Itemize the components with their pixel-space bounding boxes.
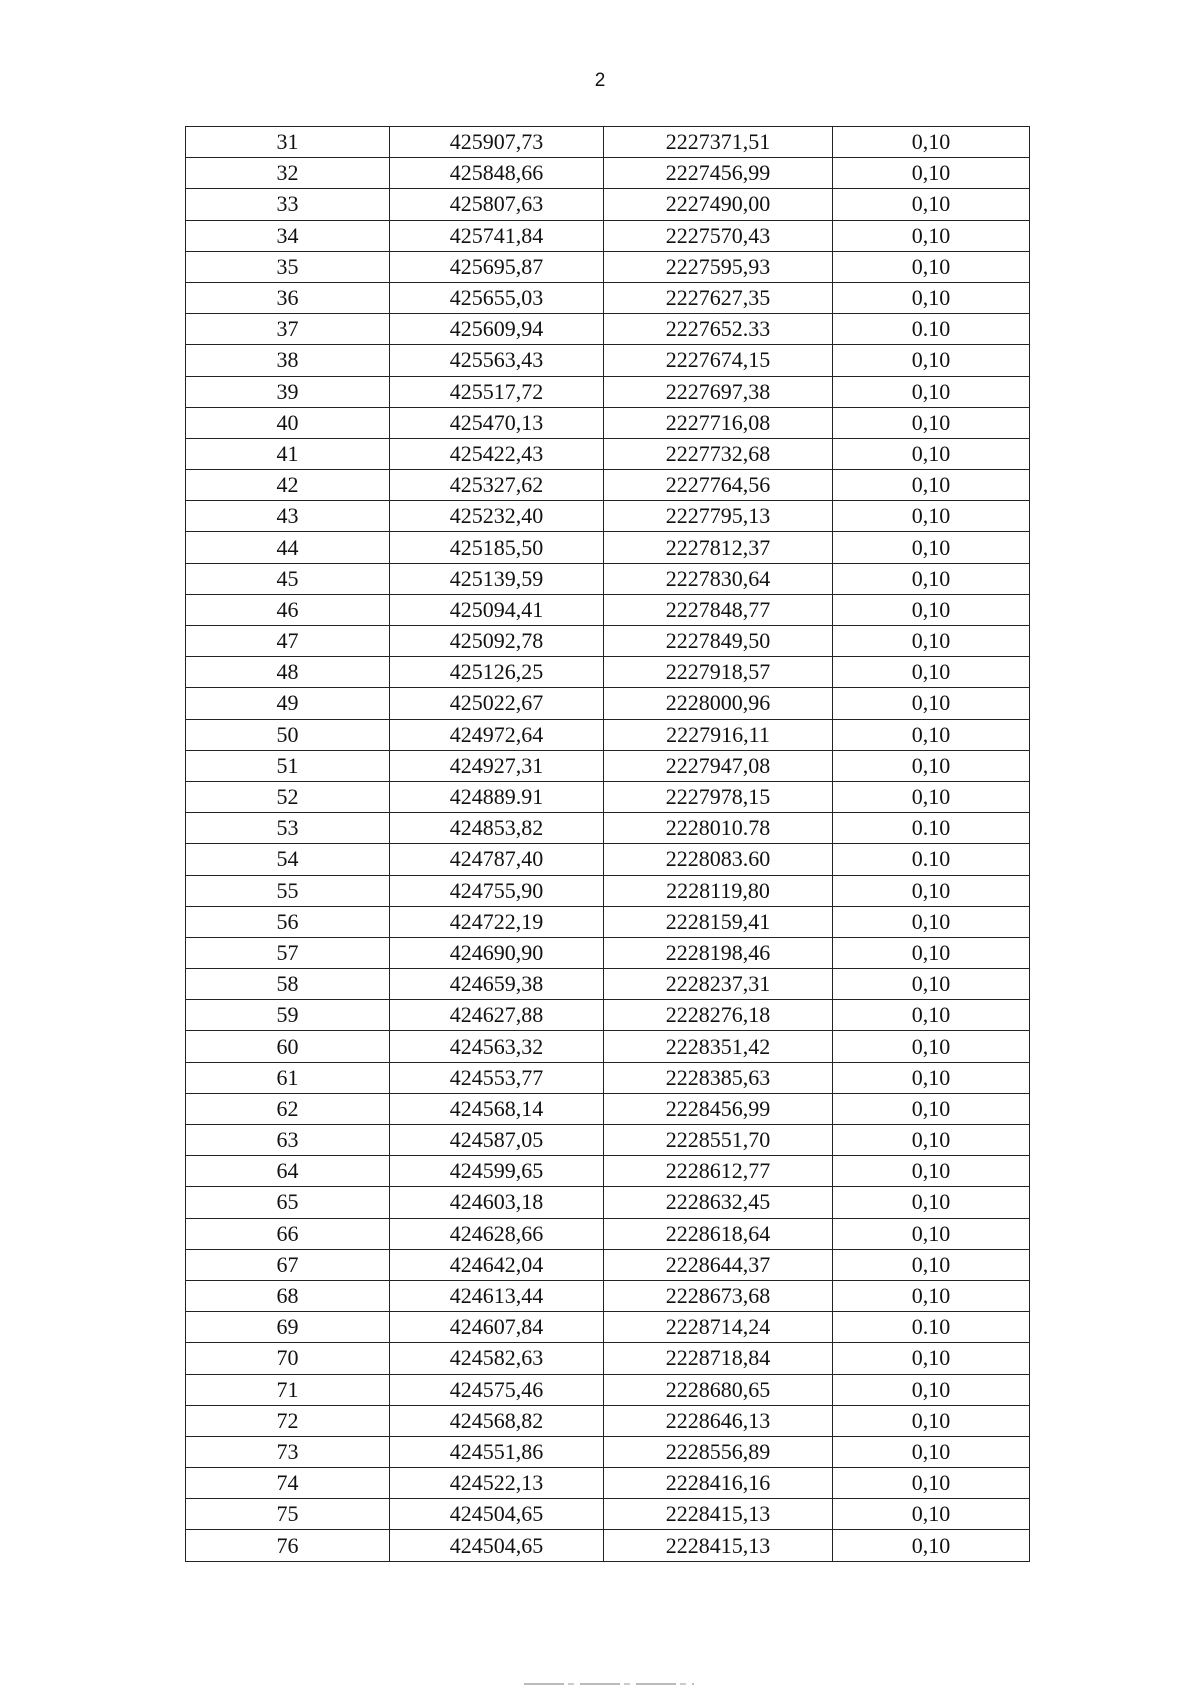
x-coordinate-cell: 424551,86 [390, 1436, 604, 1467]
table-row [186, 251, 1030, 282]
y-coordinate-cell: 2228718,84 [604, 1343, 833, 1374]
table-row [186, 781, 1030, 812]
x-coordinate-cell: 424553,77 [390, 1062, 604, 1093]
x-coordinate-cell: 424582,63 [390, 1343, 604, 1374]
value-cell: 0,10 [833, 969, 1030, 1000]
table-row [186, 1374, 1030, 1405]
x-coordinate-cell: 425185,50 [390, 532, 604, 563]
x-coordinate-cell: 424972,64 [390, 719, 604, 750]
coordinates-table [185, 126, 1030, 1562]
value-cell: 0,10 [833, 220, 1030, 251]
table-row [186, 158, 1030, 189]
y-coordinate-cell: 2227978,15 [604, 781, 833, 812]
value-cell: 0,10 [833, 1249, 1030, 1280]
table-row [186, 1062, 1030, 1093]
value-cell: 0,10 [833, 594, 1030, 625]
point-number-cell: 52 [186, 781, 390, 812]
value-cell: 0,10 [833, 1530, 1030, 1561]
table-row [186, 937, 1030, 968]
x-coordinate-cell: 425655,03 [390, 282, 604, 313]
y-coordinate-cell: 2228237,31 [604, 969, 833, 1000]
value-cell: 0,10 [833, 1436, 1030, 1467]
x-coordinate-cell: 424627,88 [390, 1000, 604, 1031]
value-cell: 0.10 [833, 844, 1030, 875]
table-row [186, 1156, 1030, 1187]
x-coordinate-cell: 424659,38 [390, 969, 604, 1000]
y-coordinate-cell: 2227830,64 [604, 563, 833, 594]
value-cell: 0,10 [833, 1156, 1030, 1187]
x-coordinate-cell: 424853,82 [390, 813, 604, 844]
x-coordinate-cell: 424522,13 [390, 1468, 604, 1499]
y-coordinate-cell: 2227795,13 [604, 501, 833, 532]
table-row [186, 470, 1030, 501]
x-coordinate-cell: 424575,46 [390, 1374, 604, 1405]
table-row [186, 407, 1030, 438]
table-row [186, 906, 1030, 937]
y-coordinate-cell: 2227490,00 [604, 189, 833, 220]
x-coordinate-cell: 425094,41 [390, 594, 604, 625]
point-number-cell: 39 [186, 376, 390, 407]
x-coordinate-cell: 425092,78 [390, 626, 604, 657]
point-number-cell: 73 [186, 1436, 390, 1467]
x-coordinate-cell: 424587,05 [390, 1125, 604, 1156]
x-coordinate-cell: 425741,84 [390, 220, 604, 251]
value-cell: 0,10 [833, 345, 1030, 376]
point-number-cell: 49 [186, 688, 390, 719]
x-coordinate-cell: 424642,04 [390, 1249, 604, 1280]
value-cell: 0,10 [833, 1218, 1030, 1249]
value-cell: 0,10 [833, 1280, 1030, 1311]
point-number-cell: 50 [186, 719, 390, 750]
table-row [186, 1499, 1030, 1530]
table-row [186, 1530, 1030, 1561]
point-number-cell: 59 [186, 1000, 390, 1031]
y-coordinate-cell: 2228351,42 [604, 1031, 833, 1062]
value-cell: 0,10 [833, 532, 1030, 563]
y-coordinate-cell: 2228632,45 [604, 1187, 833, 1218]
x-coordinate-cell: 424787,40 [390, 844, 604, 875]
y-coordinate-cell: 2228673,68 [604, 1280, 833, 1311]
y-coordinate-cell: 2228714,24 [604, 1312, 833, 1343]
value-cell: 0,10 [833, 407, 1030, 438]
y-coordinate-cell: 2227849,50 [604, 626, 833, 657]
point-number-cell: 32 [186, 158, 390, 189]
point-number-cell: 68 [186, 1280, 390, 1311]
point-number-cell: 46 [186, 594, 390, 625]
table-row [186, 1436, 1030, 1467]
value-cell: 0,10 [833, 189, 1030, 220]
x-coordinate-cell: 425232,40 [390, 501, 604, 532]
x-coordinate-cell: 424613,44 [390, 1280, 604, 1311]
point-number-cell: 75 [186, 1499, 390, 1530]
x-coordinate-cell: 425517,72 [390, 376, 604, 407]
table-row [186, 844, 1030, 875]
table-row [186, 875, 1030, 906]
y-coordinate-cell: 2228415,13 [604, 1530, 833, 1561]
page-number: 2 [594, 70, 606, 91]
y-coordinate-cell: 2227456,99 [604, 158, 833, 189]
x-coordinate-cell: 425126,25 [390, 657, 604, 688]
point-number-cell: 37 [186, 314, 390, 345]
value-cell: 0,10 [833, 1000, 1030, 1031]
x-coordinate-cell: 424563,32 [390, 1031, 604, 1062]
x-coordinate-cell: 424607,84 [390, 1312, 604, 1343]
table-row [186, 220, 1030, 251]
y-coordinate-cell: 2228000,96 [604, 688, 833, 719]
table-row [186, 563, 1030, 594]
table-row [186, 438, 1030, 469]
point-number-cell: 53 [186, 813, 390, 844]
value-cell: 0,10 [833, 719, 1030, 750]
table-row [186, 594, 1030, 625]
x-coordinate-cell: 425563,43 [390, 345, 604, 376]
value-cell: 0,10 [833, 750, 1030, 781]
y-coordinate-cell: 2228276,18 [604, 1000, 833, 1031]
table-row [186, 1343, 1030, 1374]
y-coordinate-cell: 2227732,68 [604, 438, 833, 469]
y-coordinate-cell: 2227947,08 [604, 750, 833, 781]
x-coordinate-cell: 424628,66 [390, 1218, 604, 1249]
x-coordinate-cell: 425807,63 [390, 189, 604, 220]
point-number-cell: 36 [186, 282, 390, 313]
y-coordinate-cell: 2228010.78 [604, 813, 833, 844]
point-number-cell: 42 [186, 470, 390, 501]
point-number-cell: 41 [186, 438, 390, 469]
value-cell: 0,10 [833, 376, 1030, 407]
value-cell: 0,10 [833, 501, 1030, 532]
table-row [186, 1468, 1030, 1499]
point-number-cell: 63 [186, 1125, 390, 1156]
point-number-cell: 40 [186, 407, 390, 438]
value-cell: 0,10 [833, 127, 1030, 158]
table-row [186, 1280, 1030, 1311]
y-coordinate-cell: 2228646,13 [604, 1405, 833, 1436]
value-cell: 0.10 [833, 314, 1030, 345]
x-coordinate-cell: 424599,65 [390, 1156, 604, 1187]
y-coordinate-cell: 2228416,16 [604, 1468, 833, 1499]
point-number-cell: 71 [186, 1374, 390, 1405]
x-coordinate-cell: 425470,13 [390, 407, 604, 438]
x-coordinate-cell: 425609,94 [390, 314, 604, 345]
point-number-cell: 56 [186, 906, 390, 937]
x-coordinate-cell: 424504,65 [390, 1530, 604, 1561]
point-number-cell: 70 [186, 1343, 390, 1374]
x-coordinate-cell: 425327,62 [390, 470, 604, 501]
table-row [186, 532, 1030, 563]
x-coordinate-cell: 424755,90 [390, 875, 604, 906]
y-coordinate-cell: 2227570,43 [604, 220, 833, 251]
x-coordinate-cell: 424690,90 [390, 937, 604, 968]
x-coordinate-cell: 424927,31 [390, 750, 604, 781]
table-row [186, 688, 1030, 719]
y-coordinate-cell: 2227595,93 [604, 251, 833, 282]
point-number-cell: 57 [186, 937, 390, 968]
coordinates-table-body [186, 127, 1030, 1562]
point-number-cell: 48 [186, 657, 390, 688]
y-coordinate-cell: 2228119,80 [604, 875, 833, 906]
y-coordinate-cell: 2227697,38 [604, 376, 833, 407]
point-number-cell: 58 [186, 969, 390, 1000]
table-row [186, 314, 1030, 345]
value-cell: 0,10 [833, 470, 1030, 501]
y-coordinate-cell: 2227371,51 [604, 127, 833, 158]
table-row [186, 501, 1030, 532]
x-coordinate-cell: 425422,43 [390, 438, 604, 469]
point-number-cell: 55 [186, 875, 390, 906]
x-coordinate-cell: 424568,82 [390, 1405, 604, 1436]
value-cell: 0,10 [833, 1093, 1030, 1124]
point-number-cell: 69 [186, 1312, 390, 1343]
value-cell: 0,10 [833, 1031, 1030, 1062]
y-coordinate-cell: 2228456,99 [604, 1093, 833, 1124]
point-number-cell: 43 [186, 501, 390, 532]
value-cell: 0,10 [833, 158, 1030, 189]
y-coordinate-cell: 2227764,56 [604, 470, 833, 501]
y-coordinate-cell: 2228556,89 [604, 1436, 833, 1467]
table-row [186, 1187, 1030, 1218]
value-cell: 0,10 [833, 1499, 1030, 1530]
value-cell: 0,10 [833, 1343, 1030, 1374]
y-coordinate-cell: 2227716,08 [604, 407, 833, 438]
value-cell: 0,10 [833, 626, 1030, 657]
point-number-cell: 54 [186, 844, 390, 875]
footer-scan-mark [524, 1683, 694, 1685]
point-number-cell: 35 [186, 251, 390, 282]
y-coordinate-cell: 2227627,35 [604, 282, 833, 313]
y-coordinate-cell: 2227848,77 [604, 594, 833, 625]
x-coordinate-cell: 425022,67 [390, 688, 604, 719]
value-cell: 0,10 [833, 906, 1030, 937]
point-number-cell: 72 [186, 1405, 390, 1436]
point-number-cell: 65 [186, 1187, 390, 1218]
x-coordinate-cell: 425139,59 [390, 563, 604, 594]
value-cell: 0,10 [833, 1374, 1030, 1405]
x-coordinate-cell: 424568,14 [390, 1093, 604, 1124]
table-row [186, 657, 1030, 688]
y-coordinate-cell: 2228612,77 [604, 1156, 833, 1187]
y-coordinate-cell: 2228385,63 [604, 1062, 833, 1093]
y-coordinate-cell: 2227918,57 [604, 657, 833, 688]
table-row [186, 1312, 1030, 1343]
table-row [186, 969, 1030, 1000]
value-cell: 0,10 [833, 1125, 1030, 1156]
point-number-cell: 64 [186, 1156, 390, 1187]
point-number-cell: 60 [186, 1031, 390, 1062]
point-number-cell: 74 [186, 1468, 390, 1499]
value-cell: 0,10 [833, 937, 1030, 968]
y-coordinate-cell: 2228159,41 [604, 906, 833, 937]
value-cell: 0,10 [833, 1062, 1030, 1093]
value-cell: 0.10 [833, 813, 1030, 844]
value-cell: 0.10 [833, 1312, 1030, 1343]
table-row [186, 719, 1030, 750]
point-number-cell: 51 [186, 750, 390, 781]
y-coordinate-cell: 2227812,37 [604, 532, 833, 563]
point-number-cell: 34 [186, 220, 390, 251]
x-coordinate-cell: 425695,87 [390, 251, 604, 282]
point-number-cell: 76 [186, 1530, 390, 1561]
y-coordinate-cell: 2228644,37 [604, 1249, 833, 1280]
x-coordinate-cell: 424504,65 [390, 1499, 604, 1530]
value-cell: 0,10 [833, 781, 1030, 812]
x-coordinate-cell: 424603,18 [390, 1187, 604, 1218]
x-coordinate-cell: 425907,73 [390, 127, 604, 158]
table-row [186, 1249, 1030, 1280]
y-coordinate-cell: 2227916,11 [604, 719, 833, 750]
value-cell: 0,10 [833, 657, 1030, 688]
point-number-cell: 47 [186, 626, 390, 657]
value-cell: 0,10 [833, 282, 1030, 313]
point-number-cell: 66 [186, 1218, 390, 1249]
point-number-cell: 31 [186, 127, 390, 158]
table-row [186, 282, 1030, 313]
table-row [186, 127, 1030, 158]
y-coordinate-cell: 2227652.33 [604, 314, 833, 345]
y-coordinate-cell: 2228680,65 [604, 1374, 833, 1405]
table-row [186, 750, 1030, 781]
value-cell: 0,10 [833, 1468, 1030, 1499]
value-cell: 0,10 [833, 563, 1030, 594]
point-number-cell: 44 [186, 532, 390, 563]
point-number-cell: 62 [186, 1093, 390, 1124]
value-cell: 0,10 [833, 688, 1030, 719]
table-row [186, 1093, 1030, 1124]
value-cell: 0,10 [833, 1187, 1030, 1218]
point-number-cell: 67 [186, 1249, 390, 1280]
value-cell: 0,10 [833, 438, 1030, 469]
x-coordinate-cell: 425848,66 [390, 158, 604, 189]
table-row [186, 345, 1030, 376]
y-coordinate-cell: 2227674,15 [604, 345, 833, 376]
table-row [186, 813, 1030, 844]
point-number-cell: 61 [186, 1062, 390, 1093]
table-row [186, 626, 1030, 657]
x-coordinate-cell: 424889.91 [390, 781, 604, 812]
table-row [186, 1125, 1030, 1156]
value-cell: 0,10 [833, 251, 1030, 282]
point-number-cell: 38 [186, 345, 390, 376]
value-cell: 0,10 [833, 875, 1030, 906]
table-row [186, 1031, 1030, 1062]
x-coordinate-cell: 424722,19 [390, 906, 604, 937]
table-row [186, 189, 1030, 220]
value-cell: 0,10 [833, 1405, 1030, 1436]
y-coordinate-cell: 2228551,70 [604, 1125, 833, 1156]
table-row [186, 376, 1030, 407]
y-coordinate-cell: 2228618,64 [604, 1218, 833, 1249]
table-row [186, 1405, 1030, 1436]
y-coordinate-cell: 2228083.60 [604, 844, 833, 875]
table-row [186, 1000, 1030, 1031]
point-number-cell: 33 [186, 189, 390, 220]
y-coordinate-cell: 2228415,13 [604, 1499, 833, 1530]
y-coordinate-cell: 2228198,46 [604, 937, 833, 968]
point-number-cell: 45 [186, 563, 390, 594]
table-row [186, 1218, 1030, 1249]
